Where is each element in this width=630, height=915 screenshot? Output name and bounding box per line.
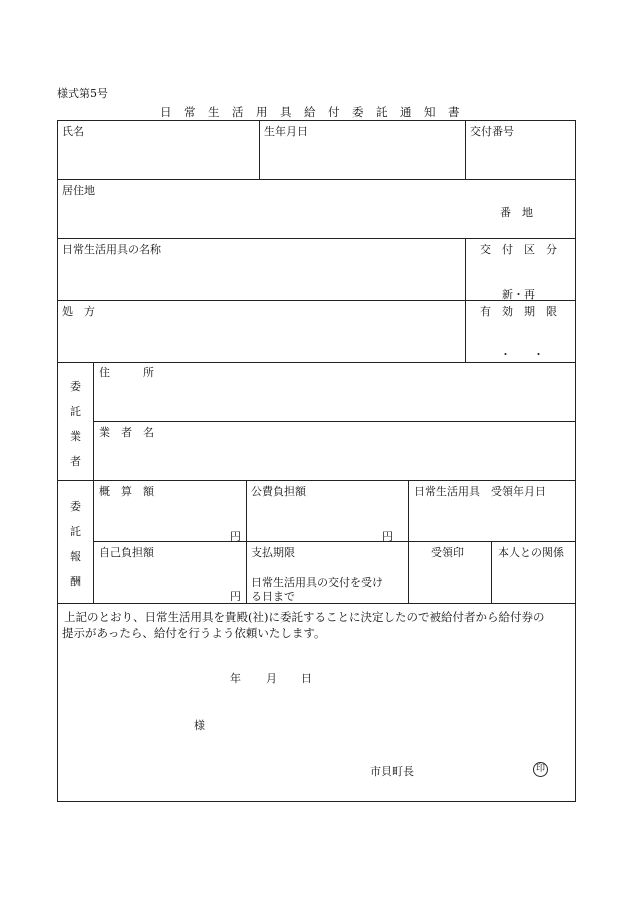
validity-label: 有 効 期 限 bbox=[480, 305, 557, 318]
seal-mark: 印 bbox=[533, 762, 548, 777]
prescription-label: 処 方 bbox=[62, 305, 95, 318]
relationship-label: 本人との関係 bbox=[498, 546, 564, 559]
name-label: 氏名 bbox=[62, 125, 84, 138]
payment-deadline-label: 支払期限 bbox=[251, 546, 295, 559]
date-month: 月 bbox=[266, 672, 277, 685]
col-line bbox=[465, 238, 466, 362]
notice-body-line-1: 上記のとおり、日常生活用具を貴殿(社)に委託することに決定したので被給付者から給付券の bbox=[64, 610, 545, 624]
frame-right bbox=[575, 120, 576, 802]
self-burden-label: 自己負担額 bbox=[99, 546, 154, 559]
frame-bottom bbox=[57, 801, 576, 802]
row-line bbox=[93, 541, 576, 542]
col-line bbox=[246, 480, 247, 603]
delivery-number-label: 交付番号 bbox=[470, 125, 514, 138]
frame-top bbox=[57, 120, 576, 121]
contractor-name-label: 業 者 名 bbox=[99, 426, 154, 439]
row-line bbox=[57, 179, 576, 180]
delivery-type-label: 交 付 区 分 bbox=[480, 243, 557, 256]
form-number: 様式第5号 bbox=[57, 87, 108, 100]
row-line bbox=[57, 238, 576, 239]
addressee-sama: 様 bbox=[194, 719, 205, 732]
col-line bbox=[491, 541, 492, 603]
fee-vertical-2: 託 bbox=[70, 525, 81, 538]
col-line bbox=[93, 362, 94, 603]
date-day: 日 bbox=[301, 672, 312, 685]
receipt-seal-label: 受領印 bbox=[431, 546, 464, 559]
delivery-type-value: 新・再 bbox=[502, 288, 535, 301]
estimate-yen: 円 bbox=[230, 530, 241, 543]
contractor-address-label: 住 所 bbox=[99, 366, 154, 379]
estimate-label: 概 算 額 bbox=[99, 485, 154, 498]
fee-vertical-1: 委 bbox=[70, 500, 81, 513]
row-line bbox=[57, 362, 576, 363]
public-burden-label: 公費負担額 bbox=[251, 485, 306, 498]
birthdate-label: 生年月日 bbox=[264, 125, 308, 138]
frame-left bbox=[57, 120, 58, 802]
col-line bbox=[408, 480, 409, 603]
contractor-vertical-3: 業 bbox=[70, 430, 81, 443]
row-line bbox=[57, 480, 576, 481]
payment-note-line-2: る日まで bbox=[251, 590, 295, 603]
self-burden-yen: 円 bbox=[230, 590, 241, 603]
row-line bbox=[93, 421, 576, 422]
contractor-vertical-1: 委 bbox=[70, 380, 81, 393]
fee-vertical-4: 酬 bbox=[70, 575, 81, 588]
row-line bbox=[57, 300, 576, 301]
mayor-title: 市貝町長 bbox=[370, 765, 414, 778]
fee-vertical-3: 報 bbox=[70, 550, 81, 563]
equipment-name-label: 日常生活用具の名称 bbox=[62, 243, 161, 256]
row-line bbox=[57, 603, 576, 604]
public-burden-yen: 円 bbox=[382, 530, 393, 543]
banchi-label: 番 地 bbox=[500, 206, 533, 219]
payment-note-line-1: 日常生活用具の交付を受け bbox=[251, 576, 383, 589]
contractor-vertical-2: 託 bbox=[70, 405, 81, 418]
notice-body-line-2: 提示があったら、給付を行うよう依頼いたします。 bbox=[62, 626, 326, 640]
date-year: 年 bbox=[230, 672, 241, 685]
contractor-vertical-4: 者 bbox=[70, 455, 81, 468]
receipt-date-label: 日常生活用具 受領年月日 bbox=[414, 485, 546, 498]
col-line bbox=[465, 120, 466, 180]
address-label: 居住地 bbox=[62, 184, 95, 197]
col-line bbox=[259, 120, 260, 180]
validity-value: ・ ・ bbox=[500, 348, 544, 361]
form-title: 日常生活用具給付委託通知書 bbox=[160, 105, 472, 119]
